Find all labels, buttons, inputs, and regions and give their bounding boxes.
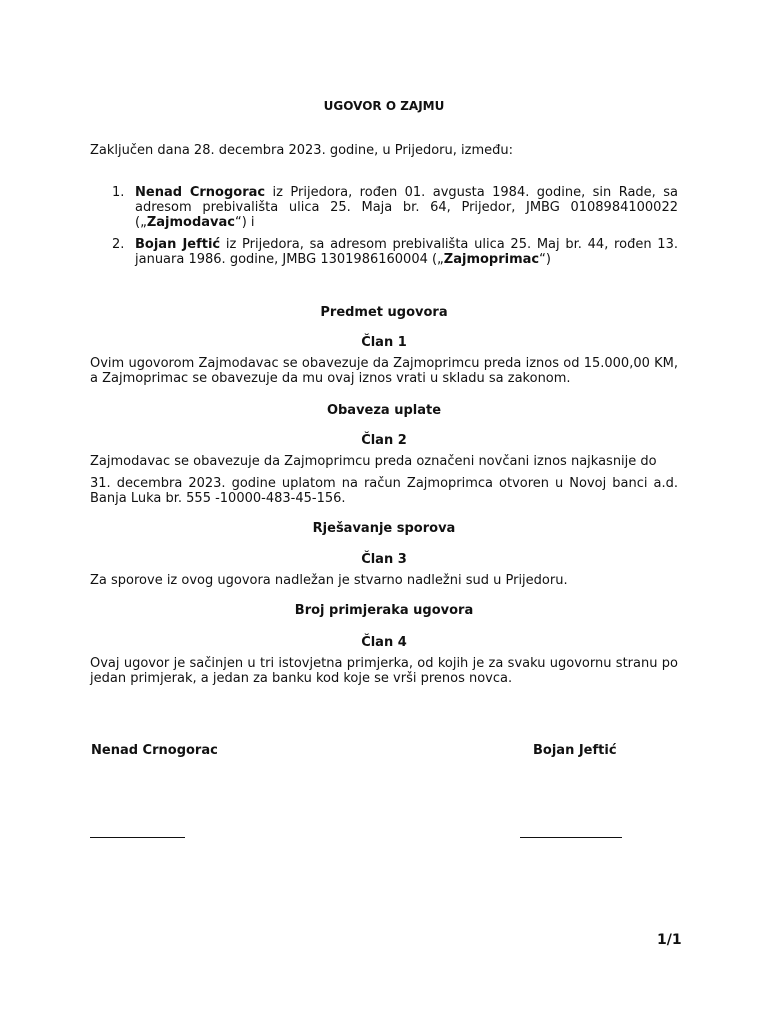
- party-number: 1.: [112, 185, 125, 200]
- intro-text: Zaključen dana 28. decembra 2023. godine, u Prijedoru, između:: [90, 143, 513, 158]
- parties-list: [90, 185, 678, 267]
- party-role: Zajmodavac: [146, 215, 235, 230]
- article-heading: Član 2: [361, 433, 407, 448]
- article-text: Zajmodavac se obavezuje da Zajmoprimcu preda označeni novčani iznos najkasnije do: [90, 454, 657, 469]
- signature-name-lender: Nenad Crnogorac: [91, 743, 218, 758]
- party-role-close: “) i: [234, 215, 255, 230]
- party-number: 2.: [112, 237, 125, 252]
- article-text-continued: 31. decembra 2023. godine uplatom na račun Zajmoprimca otvoren u Novoj banci a.d. Banja Luka br. 555 -10000-483-45-156.: [90, 476, 678, 506]
- signature-line-borrower: [520, 837, 622, 838]
- article-heading: Član 4: [361, 635, 407, 650]
- article-heading: Član 3: [361, 552, 407, 567]
- party-item: [90, 185, 678, 230]
- page-number: 1/1: [657, 932, 682, 948]
- section-heading: Broj primjeraka ugovora: [294, 603, 474, 618]
- article-heading: Član 1: [361, 335, 407, 350]
- article-text: Ovaj ugovor je sačinjen u tri istovjetna primjerka, od kojih je za svaku ugovornu stranu po jedan primjerak, a jedan za banku kod koje se vrši prenos novca.: [90, 656, 678, 686]
- signature-line-lender: [90, 837, 185, 838]
- party-role: Zajmoprimac: [443, 252, 540, 267]
- section-heading: Predmet ugovora: [320, 305, 448, 320]
- party-role-close: “): [539, 252, 551, 267]
- party-details: iz Prijedora, sa adresom prebivališta ulica 25. Maj br. 44, rođen 13. januara 1986. godine, JMBG 1301986160004 („: [135, 237, 678, 267]
- signature-name-borrower: Bojan Jeftić: [533, 743, 617, 758]
- article-text: Za sporove iz ovog ugovora nadležan je stvarno nadležni sud u Prijedoru.: [90, 573, 568, 588]
- article-text: Ovim ugovorom Zajmodavac se obavezuje da Zajmoprimcu preda iznos od 15.000,00 KM, a Zajmoprimac se obavezuje da mu ovaj iznos vrati u skladu sa zakonom.: [90, 356, 678, 386]
- document-title: UGOVOR O ZAJMU: [323, 99, 445, 113]
- party-name: Bojan Jeftić: [135, 237, 221, 252]
- party-item: [90, 237, 678, 267]
- section-heading: Obaveza uplate: [326, 403, 442, 418]
- party-name: Nenad Crnogorac: [135, 185, 266, 200]
- party-details: iz Prijedora, rođen 01. avgusta 1984. godine, sin Rade, sa adresom prebivališta ulica 25. Maja br. 64, Prijedor, JMBG 0108984100022 („: [135, 185, 678, 230]
- section-heading: Rješavanje sporova: [312, 521, 456, 536]
